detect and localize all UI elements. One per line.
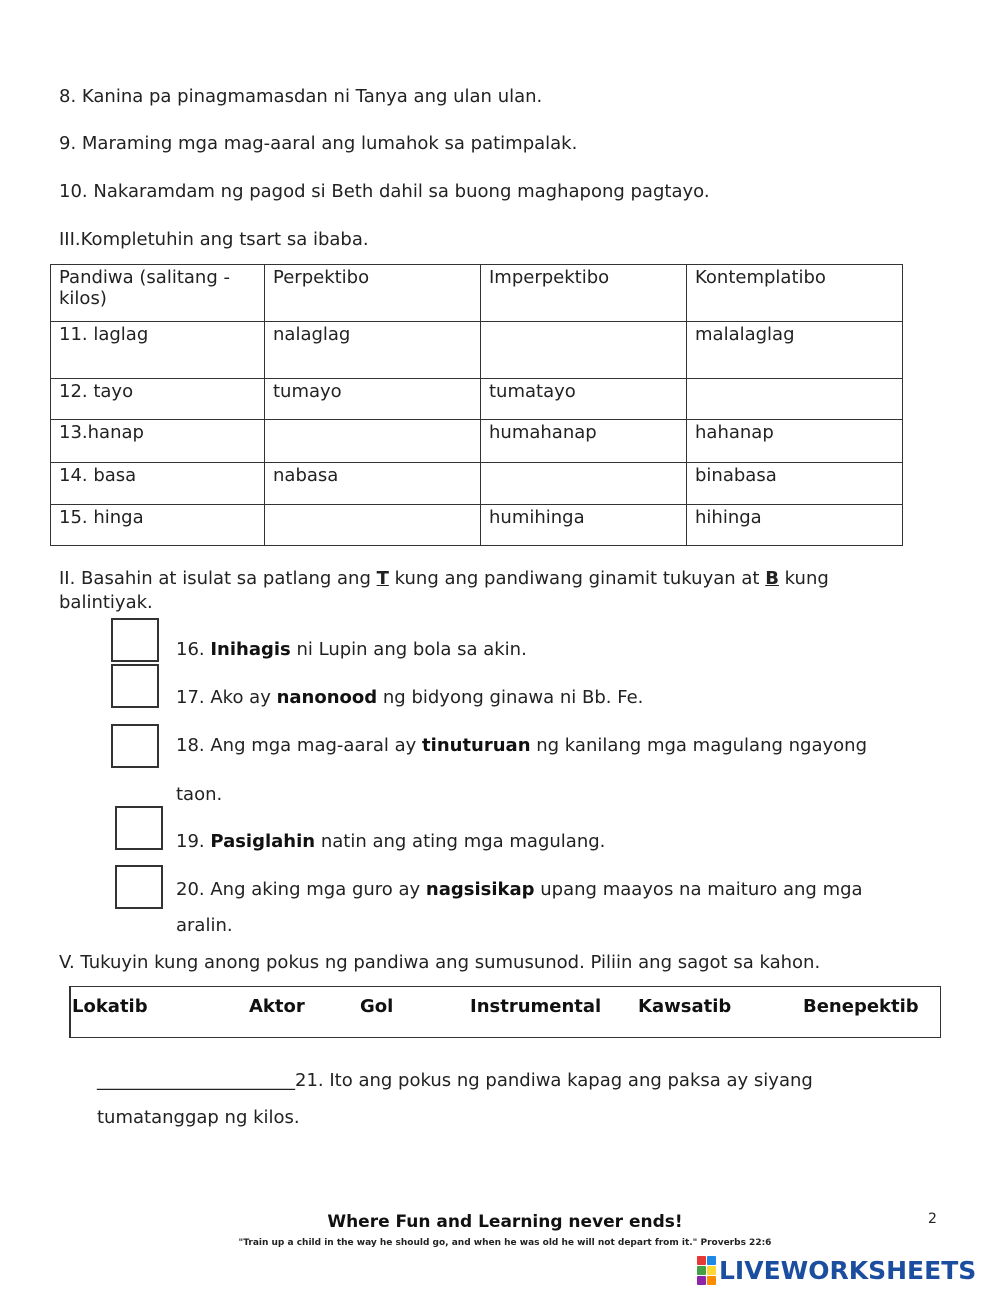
- page-number: 2: [928, 1211, 937, 1227]
- letter-b: B: [765, 568, 779, 589]
- table-row: [51, 463, 903, 505]
- item-text: 19.: [176, 831, 211, 852]
- footer-title: Where Fun and Learning never ends!: [327, 1212, 683, 1232]
- answer-cell-14-imperpektibo[interactable]: [481, 463, 687, 505]
- answer-cell-12-kontemplatibo[interactable]: [687, 379, 903, 420]
- table-cell: 15. hinga: [51, 505, 265, 546]
- logo-block: [697, 1266, 706, 1275]
- section-2-intro: [59, 568, 829, 589]
- table-cell: nalaglag: [265, 322, 481, 379]
- verb: Pasiglahin: [210, 831, 316, 852]
- table-row: [51, 420, 903, 463]
- item-text: ng bidyong ginawa ni Bb. Fe.: [377, 687, 644, 708]
- table-cell: humihinga: [481, 505, 687, 546]
- table-row: [51, 322, 903, 379]
- table-cell: hahanap: [687, 420, 903, 463]
- item-text: 21. Ito ang pokus ng pandiwa kapag ang paksa ay siyang: [295, 1070, 813, 1091]
- logo-block: [697, 1276, 706, 1285]
- table-cell: tumayo: [265, 379, 481, 420]
- answer-cell-11-imperpektibo[interactable]: [481, 322, 687, 379]
- choices-box: [69, 986, 941, 1038]
- intro-text: kung: [778, 568, 829, 589]
- choice-instrumental: Instrumental: [470, 996, 602, 1017]
- item-21: [97, 1070, 813, 1091]
- table-cell: 11. laglag: [51, 322, 265, 379]
- answer-blank-21[interactable]: ______________________: [97, 1070, 295, 1091]
- logo-block: [707, 1276, 716, 1285]
- table-cell: humahanap: [481, 420, 687, 463]
- header-kontemplatibo: Kontemplatibo: [687, 265, 903, 322]
- table-cell: malalaglag: [687, 322, 903, 379]
- header-imperpektibo: Imperpektibo: [481, 265, 687, 322]
- table-cell: nabasa: [265, 463, 481, 505]
- table-cell: tumatayo: [481, 379, 687, 420]
- table-cell: 12. tayo: [51, 379, 265, 420]
- verb: tinuturuan: [422, 735, 531, 756]
- header-pandiwa: Pandiwa (salitang - kilos): [51, 265, 265, 322]
- table-cell: 13.hanap: [51, 420, 265, 463]
- verb: Inihagis: [210, 639, 291, 660]
- logo-blocks-icon: [697, 1256, 716, 1285]
- item-text: upang maayos na maituro ang mga: [534, 879, 863, 900]
- table-row: [51, 379, 903, 420]
- choice-aktor: Aktor: [249, 996, 305, 1017]
- choice-lokatib: Lokatib: [72, 996, 148, 1017]
- answer-box-16[interactable]: [111, 618, 159, 662]
- answer-box-20[interactable]: [115, 865, 163, 909]
- answer-box-19[interactable]: [115, 806, 163, 850]
- table-row: [51, 505, 903, 546]
- item-text: ng kanilang mga magulang ngayong: [530, 735, 868, 756]
- table-cell: hihinga: [687, 505, 903, 546]
- intro-text: kung ang pandiwang ginamit tukuyan at: [388, 568, 766, 589]
- table-cell: 14. basa: [51, 463, 265, 505]
- logo-block: [707, 1266, 716, 1275]
- logo-text: LIVEWORKSHEETS: [719, 1255, 977, 1285]
- item-10: 10. Nakaramdam ng pagod si Beth dahil sa buong maghapong pagtayo.: [59, 181, 710, 202]
- choice-gol: Gol: [360, 996, 394, 1017]
- item-16: [176, 639, 527, 660]
- table-cell: binabasa: [687, 463, 903, 505]
- item-20: [176, 879, 863, 900]
- item-18-cont: taon.: [176, 784, 223, 805]
- item-text: ni Lupin ang bola sa akin.: [290, 639, 527, 660]
- header-perpektibo: Perpektibo: [265, 265, 481, 322]
- item-21-cont: tumatanggap ng kilos.: [97, 1107, 300, 1128]
- section-5-title: V. Tukuyin kung anong pokus ng pandiwa ang sumusunod. Piliin ang sagot sa kahon.: [59, 952, 821, 973]
- answer-cell-13-perpektibo[interactable]: [265, 420, 481, 463]
- verb: nanonood: [276, 687, 378, 708]
- letter-t: T: [376, 568, 389, 589]
- item-9: 9. Maraming mga mag-aaral ang lumahok sa patimpalak.: [59, 133, 578, 154]
- answer-cell-15-perpektibo[interactable]: [265, 505, 481, 546]
- logo-block: [697, 1256, 706, 1265]
- item-text: 20. Ang aking mga guro ay: [176, 879, 426, 900]
- item-text: natin ang ating mga magulang.: [315, 831, 606, 852]
- item-text: 16.: [176, 639, 211, 660]
- item-20-cont: aralin.: [176, 915, 233, 936]
- item-17: [176, 687, 643, 708]
- section-2-intro-cont: balintiyak.: [59, 592, 153, 613]
- verb-chart: [50, 264, 903, 546]
- intro-text: II. Basahin at isulat sa patlang ang: [59, 568, 377, 589]
- section-3-title: III.Kompletuhin ang tsart sa ibaba.: [59, 229, 369, 250]
- verb: nagsisikap: [425, 879, 535, 900]
- item-text: 17. Ako ay: [176, 687, 277, 708]
- table-header-row: [51, 265, 903, 322]
- answer-box-18[interactable]: [111, 724, 159, 768]
- footer-verse: "Train up a child in the way he should go, and when he was old he will not depart from it." Proverbs 22:6: [238, 1238, 772, 1248]
- item-text: 18. Ang mga mag-aaral ay: [176, 735, 423, 756]
- choice-kawsatib: Kawsatib: [638, 996, 732, 1017]
- choice-benepektib: Benepektib: [803, 996, 919, 1017]
- item-8: 8. Kanina pa pinagmamasdan ni Tanya ang ulan ulan.: [59, 86, 543, 107]
- item-18: [176, 735, 867, 756]
- item-19: [176, 831, 605, 852]
- logo-block: [707, 1256, 716, 1265]
- answer-box-17[interactable]: [111, 664, 159, 708]
- liveworksheets-logo: [697, 1255, 976, 1285]
